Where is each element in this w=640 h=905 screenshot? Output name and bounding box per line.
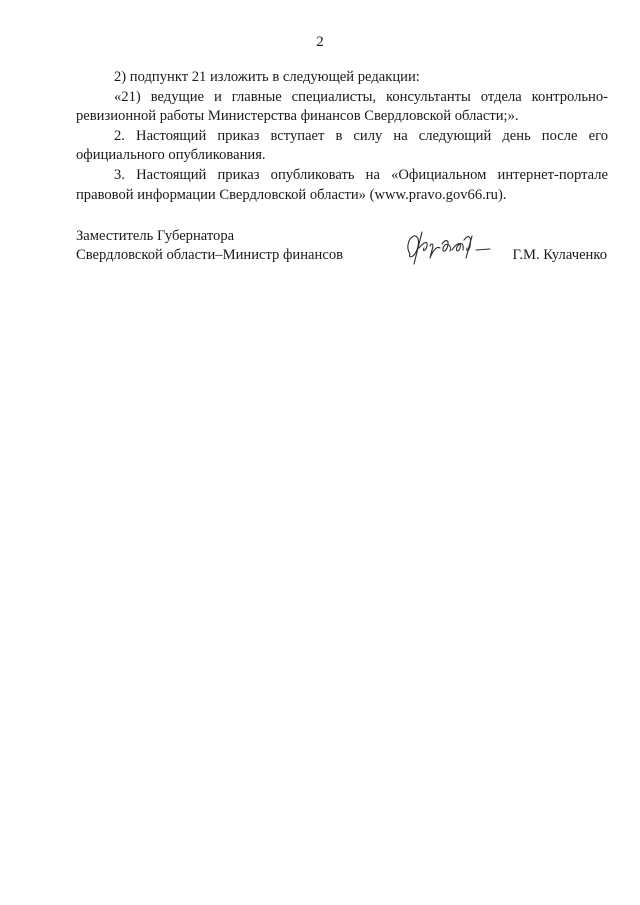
paragraph-effective-date: 2. Настоящий приказ вступает в силу на следующий день после его официального опубликования. — [76, 127, 608, 164]
signatory-position-line-1: Заместитель Губернатора — [76, 228, 235, 244]
signatory-position — [76, 227, 343, 265]
signatory-position-line-2: Свердловской области–Министр финансов — [76, 247, 344, 263]
handwritten-signature — [400, 224, 496, 268]
paragraph-subpoint-21: 2) подпункт 21 изложить в следующей редакции: — [114, 69, 420, 85]
paragraph-new-text: «21) ведущие и главные специалисты, консультанты отдела контрольно-ревизионной работы Министерства финансов Свердловской области;». — [76, 88, 608, 125]
page-number: 2 — [316, 34, 324, 50]
document-body — [76, 68, 608, 205]
signatory-name: Г.М. Кулаченко — [512, 247, 607, 263]
paragraph-publication: 3. Настоящий приказ опубликовать на «Официальном интернет-портале правовой информации Свердловской области» (www.pravo.gov66.ru). — [76, 166, 608, 203]
